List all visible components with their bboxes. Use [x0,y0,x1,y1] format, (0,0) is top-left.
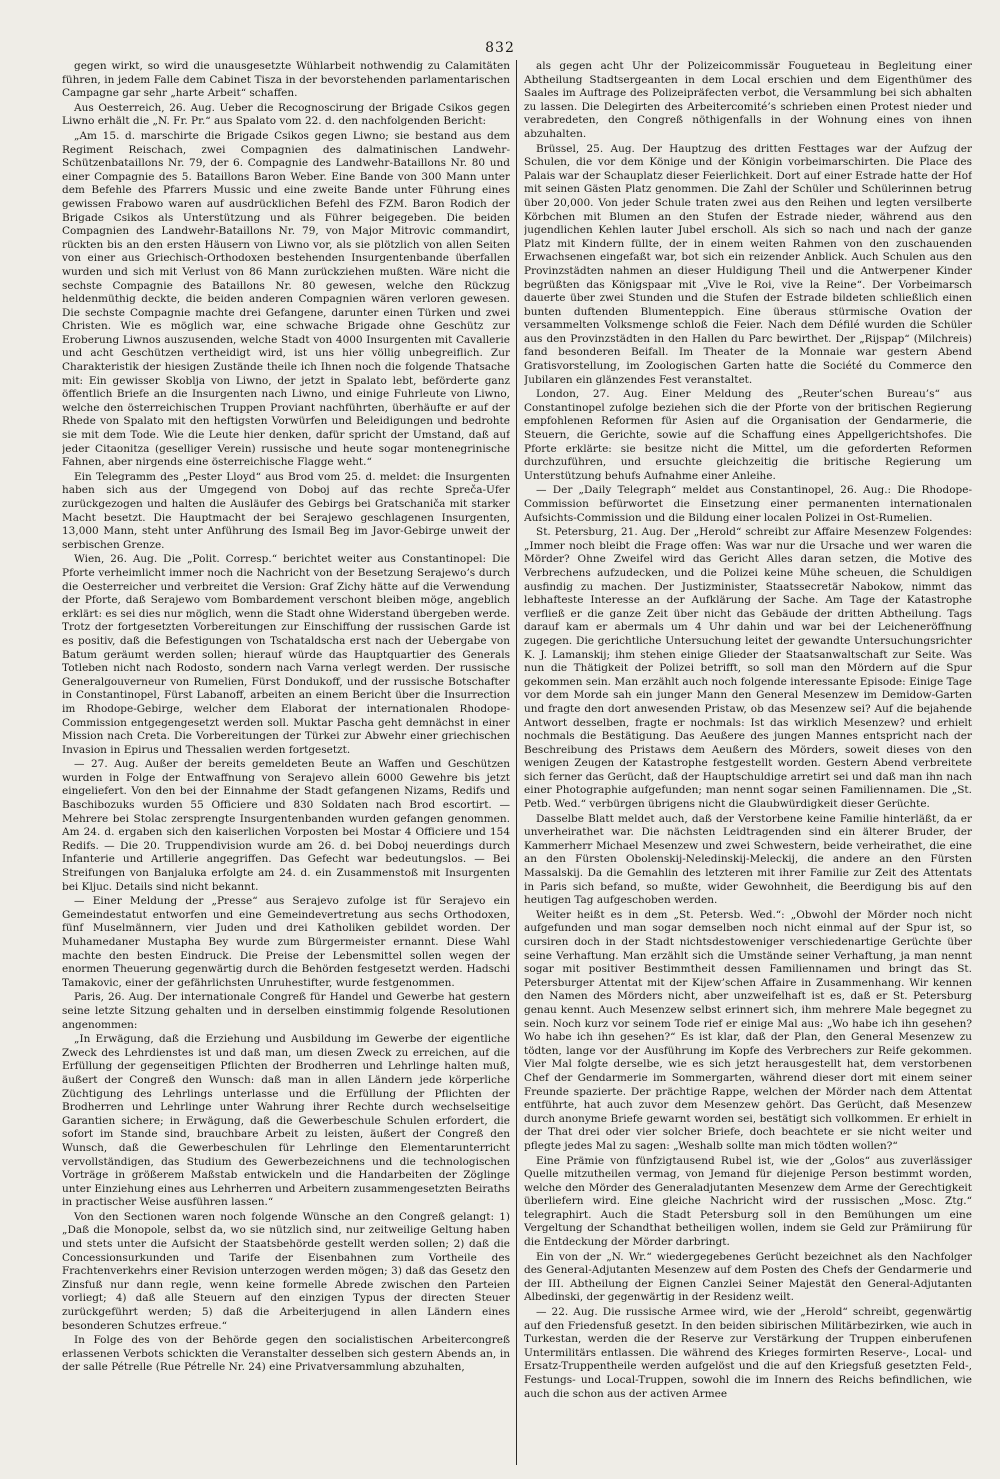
article-paragraph: — Der „Daily Telegraph“ meldet aus Constantinopel, 26. Aug.: Die Rhodope-Commission befürwortet die Einsetzung einer permanenten internationalen Aufsichts-Commission und die Bildung einer localen Polizei in Ost-Rumelien. [524,484,972,524]
article-paragraph: Eine Prämie von fünfzigtausend Rubel ist, wie der „Golos“ aus zuverlässiger Quelle mitzutheilen vermag, von Jemand für diejenige Person bestimmt worden, welche den Mörder des Generaladjutanten Mesenzew dem Arme der Gerechtigkeit überliefern wird. Eine gleiche Nachricht wird der russischen „Mosc. Ztg.“ telegraphirt. Auch die Stadt Petersburg soll in den Bemühungen um eine Vergeltung der Schandthat betheiligen wollen, indem sie Geld zur Prämiirung für die Entdeckung der Mörder darbringt. [524,1154,972,1249]
article-paragraph: „Am 15. d. marschirte die Brigade Csikos gegen Liwno; sie bestand aus dem Regiment Reischach, zwei Compagnien des dalmatinischen Landwehr-Schützenbataillons Nr. 79, der 6. Compagnie des Landwehr-Bataillons Nr. 80 und einer Compagnie des 5. Bataillons Baron Weber. Eine Bande von 300 Mann unter dem Befehle des Pfarrers Mussic und eine zweite Bande unter Führung eines gewissen Frabowo waren auf ausdrücklichen Befehl des FZM. Baron Rodich der Brigade Csikos als Unterstützung und als Führer beigegeben. Die beiden Compagnien des Landwehr-Bataillons Nr. 79, von Major Mitrovic commandirt, rückten bis an den ersten Häusern von Liwno vor, als sie plötzlich von allen Seiten von einer aus Griechisch-Orthodoxen bestehenden Insurgentenbande überfallen wurden und sich mit Verlust von 86 Mann zurückziehen mußten. Wäre nicht die sechste Compagnie des Bataillons Nr. 80 gewesen, welche den Rückzug heldenmüthig deckte, die beiden anderen Compagnien wären verloren gewesen. Die sechste Compagnie machte drei Gefangene, darunter einen Türken und zwei Christen. Wie es möglich war, eine schwache Brigade ohne Geschütz zur Eroberung Liwnos auszusenden, welche Stadt von 4000 Insurgenten mit Cavallerie und acht Geschützen vertheidigt wird, ist uns hier völlig unbegreiflich. Zur Charakteristik der hiesigen Zustände theile ich Ihnen noch die folgende Thatsache mit: Ein gewisser Skoblja von Liwno, der jetzt in Spalato lebt, beförderte ganz öffentlich Briefe an die Insurgenten nach Liwno, und einige Fuhrleute von Liwno, welche den österreichischen Truppen Proviant nachführten, überhäufte er auf der Rhede von Spalato mit den heftigsten Vorwürfen und Beleidigungen und bedrohte sie mit dem Tode. Wie die Leute hier denken, dafür spricht der Umstand, daß auf jeder Citaonitza (geselliger Verein) russische und heute sogar montenegrinische Fahnen, aber nirgends eine österreichische Flagge weht.“ [62,129,510,469]
page-number: 832 [485,40,515,56]
article-paragraph: St. Petersburg, 21. Aug. Der „Herold“ schreibt zur Affaire Mesenzew Folgendes: „Immer noch bleibt die Frage offen: Was war nur die Ursache und wer waren die Mörder? Ohne Zweifel wird das Gericht Alles daran setzen, die Motive des Verbrechens aufzudecken, und die Polizei keine Mühe scheuen, die Schuldigen ausfindig zu machen. Der Justizminister, Staatssecretär Nabokow, nimmt das lebhafteste Interesse an der Aufklärung der Sache. Am Tage der Katastrophe verfließ er die ganze Zeit über nicht das Gebäude der dritten Abtheilung. Tags darauf kam er abermals um 4 Uhr dahin und war bei der Leicheneröffnung zugegen. Die gerichtliche Untersuchung leitet der gewandte Untersuchungsrichter K. J. Lamanskij; ihm stehen einige Glieder der Staatsanwaltschaft zur Seite. Was nun die Thätigkeit der Polizei betrifft, so soll man den Mördern auf die Spur gekommen sein. Man erzählt auch noch folgende interessante Episode: Einige Tage vor dem Morde sah ein junger Mann den General Mesenzew im Demidow-Garten und fragte den dort anwesenden Pristaw, ob das Mesenzew sei? Auf die bejahende Antwort desselben, fragte er nochmals: Ist das wirklich Mesenzew? und erhielt nochmals die Bestätigung. Das Aeußere des jungen Mannes entspricht nach der Beschreibung des Pristaws dem Aeußern des Mörders, soweit dieses von den wenigen Zeugen der Katastrophe festgestellt worden. Gestern Abend verbreitete sich ferner das Gerücht, daß der Hauptschuldige arretirt sei und daß man ihn nach einer Photographie aufgefunden; man nennt sogar seinen Familiennamen. Die „St. Petb. Wed.“ verbürgen übrigens nicht die Glaubwürdigkeit dieser Gerüchte. [524,526,972,811]
article-paragraph: Weiter heißt es in dem „St. Petersb. Wed.“: „Obwohl der Mörder noch nicht aufgefunden und man sogar demselben noch nicht einmal auf der Spur ist, so cursiren doch in der Stadt nichtsdestoweniger verschiedenartige Gerüchte über seine Verhaftung. Man erzählt sich die Umstände seiner Verhaftung, ja man nennt sogar mit positiver Bestimmtheit dessen Familiennamen und bringt das St. Petersburger Attentat mit der Kijew’schen Affaire in Zusammenhang. Wir kennen den Namen des Mörders nicht, aber unzweifelhaft ist es, daß er St. Petersburg genau kennt. Auch Mesenzew selbst erinnert sich, ihm mehrere Male begegnet zu sein. Noch kurz vor seinem Tode rief er einige Mal aus: „Wo habe ich ihn gesehen? Wo habe ich ihn gesehen?“ Es ist klar, daß der Plan, den General Mesenzew zu tödten, lange vor der Ausführung im Kopfe des Verbrechers zur Reife gekommen. Vier Mal folgte derselbe, wie es sich jetzt herausgestellt hat, dem verstorbenen Chef der Gendarmerie im Sommergarten, während dieser dort mit einem seiner Freunde spazierte. Der prächtige Rappe, welchen der Mörder nach dem Attentat entführte, hat auch zuvor dem Mesenzew gehört. Das Gerücht, daß Mesenzew durch anonyme Briefe gewarnt worden sei, bestätigt sich vollkommen. Er erhielt in der That drei oder vier solcher Briefe, doch beachtete er sie nicht weiter und pflegte jedes Mal zu sagen: „Weshalb sollte man mich tödten wollen?“ [524,908,972,1152]
article-paragraph: gegen wirkt, so wird die unausgesetzte Wühlarbeit nothwendig zu Calamitäten führen, in jedem Falle dem Cabinet Tisza in der bevorstehenden parlamentarischen Campagne gar sehr „harte Arbeit“ schaffen. [62,60,510,100]
article-paragraph: Von den Sectionen waren noch folgende Wünsche an den Congreß gelangt: 1) „Daß die Monopole, selbst da, wo sie nützlich sind, nur zeitweilige Geltung haben und stets unter die Aufsicht der Staatsbehörde gestellt werden sollen; 2) daß die Concessionsurkunden und Tarife der Eisenbahnen zum Vortheile des Frachtenverkehrs einer Revision unterzogen werden mögen; 3) daß das Gesetz den Zinsfuß nur dann regle, wenn keine formelle Abrede zwischen den Parteien vorliegt; 4) daß alle Steuern auf den einzigen Typus der directen Steuer zurückgeführt werden; 5) daß die Arbeiterjugend in allen Ländern eines besonderen Schutzes erfreue.“ [62,1210,510,1332]
article-paragraph: Paris, 26. Aug. Der internationale Congreß für Handel und Gewerbe hat gestern seine letzte Sitzung gehalten und in derselben einstimmig folgende Resolutionen angenommen: [62,991,510,1031]
article-paragraph: — 27. Aug. Außer der bereits gemeldeten Beute an Waffen und Geschützen wurden in Folge der Entwaffnung von Serajevo allein 6000 Gewehre bis jetzt eingeliefert. Von den bei der Einnahme der Stadt gefangenen Nizams, Redifs und Baschibozuks wurden 55 Officiere und 830 Soldaten nach Brod escortirt. — Mehrere bei Stolac zersprengte Insurgentenbanden wurden gefangen genommen. Am 24. d. ergaben sich den kaiserlichen Vorposten bei Mostar 4 Officiere und 154 Redifs. — Die 20. Truppendivision wurde am 26. d. bei Doboj neuerdings durch Infanterie und Artillerie angegriffen. Das Gefecht war bedeutungslos. — Bei Streifungen von Banjaluka erfolgte am 24. d. ein Zusammenstoß mit Insurgenten bei Kljuc. Details sind nicht bekannt. [62,758,510,893]
article-paragraph: London, 27. Aug. Einer Meldung des „Reuter’schen Bureau’s“ aus Constantinopel zufolge beziehen sich die der Pforte von der britischen Regierung empfohlenen Reformen für Asien auf die Organisation der Gendarmerie, die Steuern, die Gerichte, sowie auf die Schaffung eines Appellgerichtshofes. Die Pforte erklärte: sie besitze nicht die Mittel, um die geforderten Reformen durchzuführen, und ersuchte gleichzeitig die britische Regierung um Unterstützung behufs Aufnahme einer Anleihe. [524,388,972,482]
article-paragraph: — Einer Meldung der „Presse“ aus Serajevo zufolge ist für Serajevo ein Gemeindestatut entworfen und eine Gemeindevertretung aus sechs Orthodoxen, fünf Muselmännern, vier Juden und drei Katholiken gebildet worden. Der Muhamedaner Mustapha Bey wurde zum Bürgermeister ernannt. Diese Wahl machte den besten Eindruck. Die Preise der Lebensmittel sollen wegen der enormen Theuerung gegenwärtig durch die Behörden festgesetzt werden. Hadschi Tamakovic, einer der gefährlichsten Unruhestifter, wurde festgenommen. [62,895,510,989]
article-paragraph: Ein Telegramm des „Pester Lloyd“ aus Brod vom 25. d. meldet: die Insurgenten haben sich aus der Umgegend von Doboj auf das rechte Spreča-Ufer zurückgezogen und halten die Ausläufer des Gebirgs bei Gratschaniča mit starker Macht besetzt. Die Hauptmacht der bei Serajewo geschlagenen Insurgenten, 13,000 Mann, steht unter Anführung des Ismail Beg im Javor-Gebirge unweit der serbischen Grenze. [62,470,510,551]
right-column [524,60,972,1465]
article-paragraph: Wien, 26. Aug. Die „Polit. Corresp.“ berichtet weiter aus Constantinopel: Die Pforte verheimlicht immer noch die Nachricht von der Besetzung Serajewo’s durch die Oesterreicher und verbreitet die Version: Graf Zichy hätte auf die Verwendung der Pforte, daß Serajewo vom Bombardement verschont bleiben möge, angeblich erklärt: es sei dies nur möglich, wenn die Stadt ohne Widerstand übergeben werde. Trotz der fortgesetzten Vorbereitungen zur Einschiffung der russischen Garde ist es positiv, daß die Befestigungen von Tschataldscha erst nach der Uebergabe von Batum geräumt werden sollen; hierauf würde das Hauptquartier des Generals Totleben nicht nach Rodosto, sondern nach Varna verlegt werden. Der russische Generalgouverneur von Rumelien, Fürst Dondukoff, und der russische Botschafter in Constantinopel, Fürst Labanoff, arbeiten an einem Bericht über die Insurrection im Rhodope-Gebirge, welcher dem Elaborat der internationalen Rhodope-Commission entgegengesetzt werden soll. Muktar Pascha geht demnächst in einer Mission nach Creta. Die Vorbereitungen der Türkei zur Abwehr einer griechischen Invasion in Epirus und Thessalien werden fortgesetzt. [62,553,510,756]
article-paragraph: als gegen acht Uhr der Polizeicommissär Fougueteau in Begleitung einer Abtheilung Stadtsergeanten in dem Local erschien und dem Eigenthümer des Saales im Auftrage des Polizeipräfecten verbot, die Versammlung bei sich abhalten zu lassen. Die Delegirten des Arbeitercomité’s schrieben einen Protest nieder und verabredeten, den Congreß nöthigenfalls in der Wohnung eines von ihnen abzuhalten. [524,60,972,140]
article-paragraph: Ein von der „N. Wr.“ wiedergegebenes Gerücht bezeichnet als den Nachfolger des General-Adjutanten Mesenzew auf dem Posten des Chefs der Gendarmerie und der III. Abtheilung der Eignen Canzlei Seiner Majestät den General-Adjutanten Albedinski, der gegenwärtig in der Residenz weilt. [524,1250,972,1304]
article-paragraph: — 22. Aug. Die russische Armee wird, wie der „Herold“ schreibt, gegenwärtig auf den Friedensfuß gesetzt. In den beiden sibirischen Militärbezirken, wie auch in Turkestan, werden die der Reserve zur Verstärkung der Truppen einberufenen Untermilitärs entlassen. Die während des Krieges formirten Reserve-, Local- und Ersatz-Truppentheile werden aufgelöst und die auf den Kriegsfuß gesetzten Feld-, Festungs- und Local-Truppen, sowohl die im Innern des Reichs befindlichen, wie auch die schon aus der activen Armee [524,1306,972,1400]
article-paragraph: In Folge des von der Behörde gegen den socialistischen Arbeitercongreß erlassenen Verbots schickten die Veranstalter desselben sich gestern Abends an, in der salle Pétrelle (Rue Pétrelle Nr. 24) eine Privatversammlung abzuhalten, [62,1334,510,1374]
column-divider [516,60,517,1465]
article-paragraph: Aus Oesterreich, 26. Aug. Ueber die Recognoscirung der Brigade Csikos gegen Liwno erhält die „N. Fr. Pr.“ aus Spalato vom 22. d. den nachfolgenden Bericht: [62,101,510,128]
article-paragraph: Brüssel, 25. Aug. Der Hauptzug des dritten Festtages war der Aufzug der Schulen, die vor dem Könige und der Königin vorbeimarschirten. Die Place des Palais war der Schauplatz dieser Feierlichkeit. Dort auf einer Estrade hatte der Hof mit seinen Gästen Platz genommen. Die Zahl der Schüler und Schülerinnen betrug über 20,000. Von jeder Schule traten zwei aus den Reihen und legten versilberte Körbchen mit Blumen an den Stufen der Estrade nieder, während aus den jugendlichen Kehlen lauter Jubel erscholl. Als sich so nach und nach der ganze Platz mit Kindern füllte, der in einem weiten Rahmen von den zuschauenden Erwachsenen eingefaßt war, bot sich ein reizender Anblick. Auch Schulen aus den Provinzstädten nahmen an dieser Huldigung Theil und die Antwerpener Kinder begrüßten das Königspaar mit „Vive le Roi, vive la Reine“. Der Vorbeimarsch dauerte über zwei Stunden und die Stufen der Estrade bildeten schließlich einen bunten duftenden Blumenteppich. Eine überaus stürmische Ovation der versammelten Volksmenge schloß die Feier. Nach dem Défilé wurden die Schüler aus den Provinzstädten in den Hallen du Parc bewirthet. Der „Rijspap“ (Milchreis) fand besonderen Beifall. Im Theater de la Monnaie war gestern Abend Gratisvorstellung, im Zoologischen Garten hatte die Société du Commerce den Jubilaren ein glänzendes Fest veranstaltet. [524,142,972,386]
article-paragraph: „In Erwägung, daß die Erziehung und Ausbildung im Gewerbe der eigentliche Zweck des Lehrdienstes ist und daß man, um diesen Zweck zu erreichen, auf die Erfüllung der gegenseitigen Pflichten der Brodherren und Lehrlinge halten muß, äußert der Congreß den Wunsch: daß man in allen Ländern jede körperliche Züchtigung des Lehrlings unterlasse und die Erfüllung der Pflichten der Brodherren und Lehrlinge unter Wahrung ihrer Rechte durch wechselseitige Garantien sichere; in Erwägung, daß die Gewerbeschule Schulen erfordert, die sofort im Stande sind, brauchbare Arbeit zu leisten, äußert der Congreß den Wunsch, daß die Gewerbeschulen für Lehrlinge den Elementarunterricht vervollständigen, das Studium des Gewerbezeichnens und die technologischen Vorträge in größerem Maßstab entwickeln und die Handarbeiten der Zöglinge unter Einziehung eines aus Lehrherren und Arbeitern zusammengesetzten Beiraths in practischer Weise ausführen lassen.“ [62,1033,510,1209]
left-column [62,60,510,1465]
article-paragraph: Dasselbe Blatt meldet auch, daß der Verstorbene keine Familie hinterläßt, da er unverheirathet war. Die nächsten Leidtragenden sind ein älterer Bruder, der Kammerherr Michael Mesenzew und zwei Schwestern, beide verheirathet, die eine an den Fürsten Obolenskij-Neledinskij-Meleckij, die andere an den Fürsten Massalskij. Da die Gemahlin des letzteren mit ihrer Familie zur Zeit des Attentats in Paris sich befand, so mußte, wider Gewohnheit, die Beerdigung bis auf den heutigen Tag aufgeschoben werden. [524,812,972,907]
